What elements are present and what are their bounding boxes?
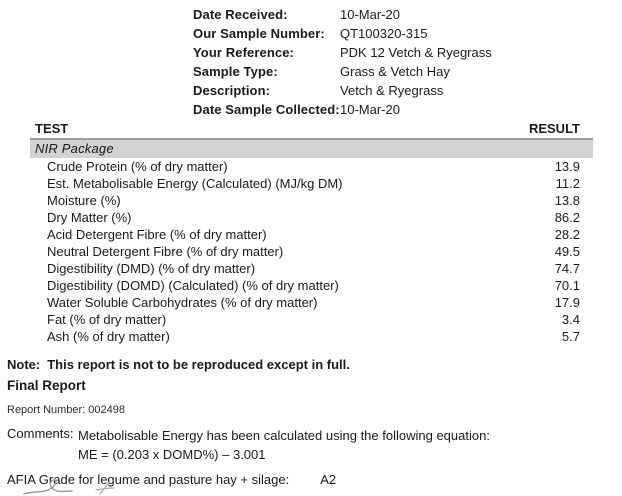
section-label: NIR Package (30, 139, 593, 158)
test-result: 49.5 (554, 244, 580, 259)
meta-label: Your Reference: (193, 45, 294, 60)
table-row (30, 277, 593, 294)
signature-mark (22, 478, 152, 496)
table-header-row (30, 120, 593, 139)
meta-label: Sample Type: (193, 64, 278, 79)
table-row (30, 192, 593, 209)
comments-body (78, 426, 490, 464)
results-table (30, 120, 593, 345)
meta-label: Our Sample Number: (193, 26, 325, 41)
afia-grade-label: AFIA Grade for legume and pasture hay + silage: (7, 472, 290, 487)
test-result: 86.2 (554, 210, 580, 225)
table-section-row-nir-package (30, 139, 593, 158)
test-name: Dry Matter (%) (47, 210, 132, 225)
table-row (30, 311, 593, 328)
meta-value: 10-Mar-20 (340, 102, 400, 117)
meta-label: Description: (193, 83, 271, 98)
meta-row-sample-type (193, 62, 622, 81)
meta-value: Grass & Vetch Hay (340, 64, 450, 79)
table-row (30, 328, 593, 345)
comments-label: Comments: (7, 426, 74, 441)
test-name: Crude Protein (% of dry matter) (47, 159, 228, 174)
test-result: 13.8 (554, 193, 580, 208)
meta-row-date-received (193, 5, 622, 24)
table-row (30, 260, 593, 277)
test-name: Moisture (%) (47, 193, 121, 208)
test-result: 5.7 (561, 329, 580, 344)
meta-value: PDK 12 Vetch & Ryegrass (340, 45, 492, 60)
test-result: 13.9 (554, 159, 580, 174)
meta-label: Date Sample Collected: (193, 102, 340, 117)
table-row (30, 226, 593, 243)
reproduction-note (7, 357, 622, 372)
test-column-header: TEST (30, 120, 483, 139)
test-name: Digestibility (DOMD) (Calculated) (% of dry matter) (47, 278, 339, 293)
table-row (30, 209, 593, 226)
test-result: 74.7 (554, 261, 580, 276)
test-name: Acid Detergent Fibre (% of dry matter) (47, 227, 267, 242)
meta-row-description (193, 81, 622, 100)
note-text: This report is not to be reproduced except in full. (47, 357, 350, 372)
meta-row-your-reference (193, 43, 622, 62)
test-name: Digestibility (DMD) (% of dry matter) (47, 261, 256, 276)
meta-row-date-collected (193, 100, 622, 119)
meta-value: Vetch & Ryegrass (340, 83, 444, 98)
final-report-label: Final Report (7, 378, 86, 393)
sample-meta-block (193, 0, 622, 119)
test-name: Neutral Detergent Fibre (% of dry matter) (47, 244, 284, 259)
meta-value: 10-Mar-20 (340, 7, 400, 22)
table-row (30, 294, 593, 311)
test-result: 28.2 (554, 227, 580, 242)
test-result: 11.2 (555, 176, 580, 191)
test-name: Est. Metabolisable Energy (Calculated) (MJ/kg DM) (47, 176, 343, 191)
meta-label: Date Received: (193, 7, 288, 22)
result-column-header: RESULT (483, 120, 593, 139)
afia-grade-value: A2 (320, 472, 337, 487)
meta-value: QT100320-315 (340, 26, 428, 41)
meta-row-sample-number (193, 24, 622, 43)
test-result: 17.9 (554, 295, 580, 310)
table-row (30, 175, 593, 192)
table-row (30, 158, 593, 175)
test-name: Fat (% of dry matter) (47, 312, 167, 327)
note-label: Note: (7, 357, 41, 372)
test-result: 3.4 (561, 312, 580, 327)
test-name: Water Soluble Carbohydrates (% of dry matter) (47, 295, 318, 310)
comments-block (7, 426, 622, 464)
test-result: 70.1 (554, 278, 580, 293)
report-number: Report Number: 002498 (7, 404, 126, 416)
me-equation: ME = (0.203 x DOMD%) – 3.001 (78, 447, 266, 462)
table-row (30, 243, 593, 260)
comments-line-1: Metabolisable Energy has been calculated using the following equation: (78, 428, 490, 443)
test-name: Ash (% of dry matter) (47, 329, 170, 344)
